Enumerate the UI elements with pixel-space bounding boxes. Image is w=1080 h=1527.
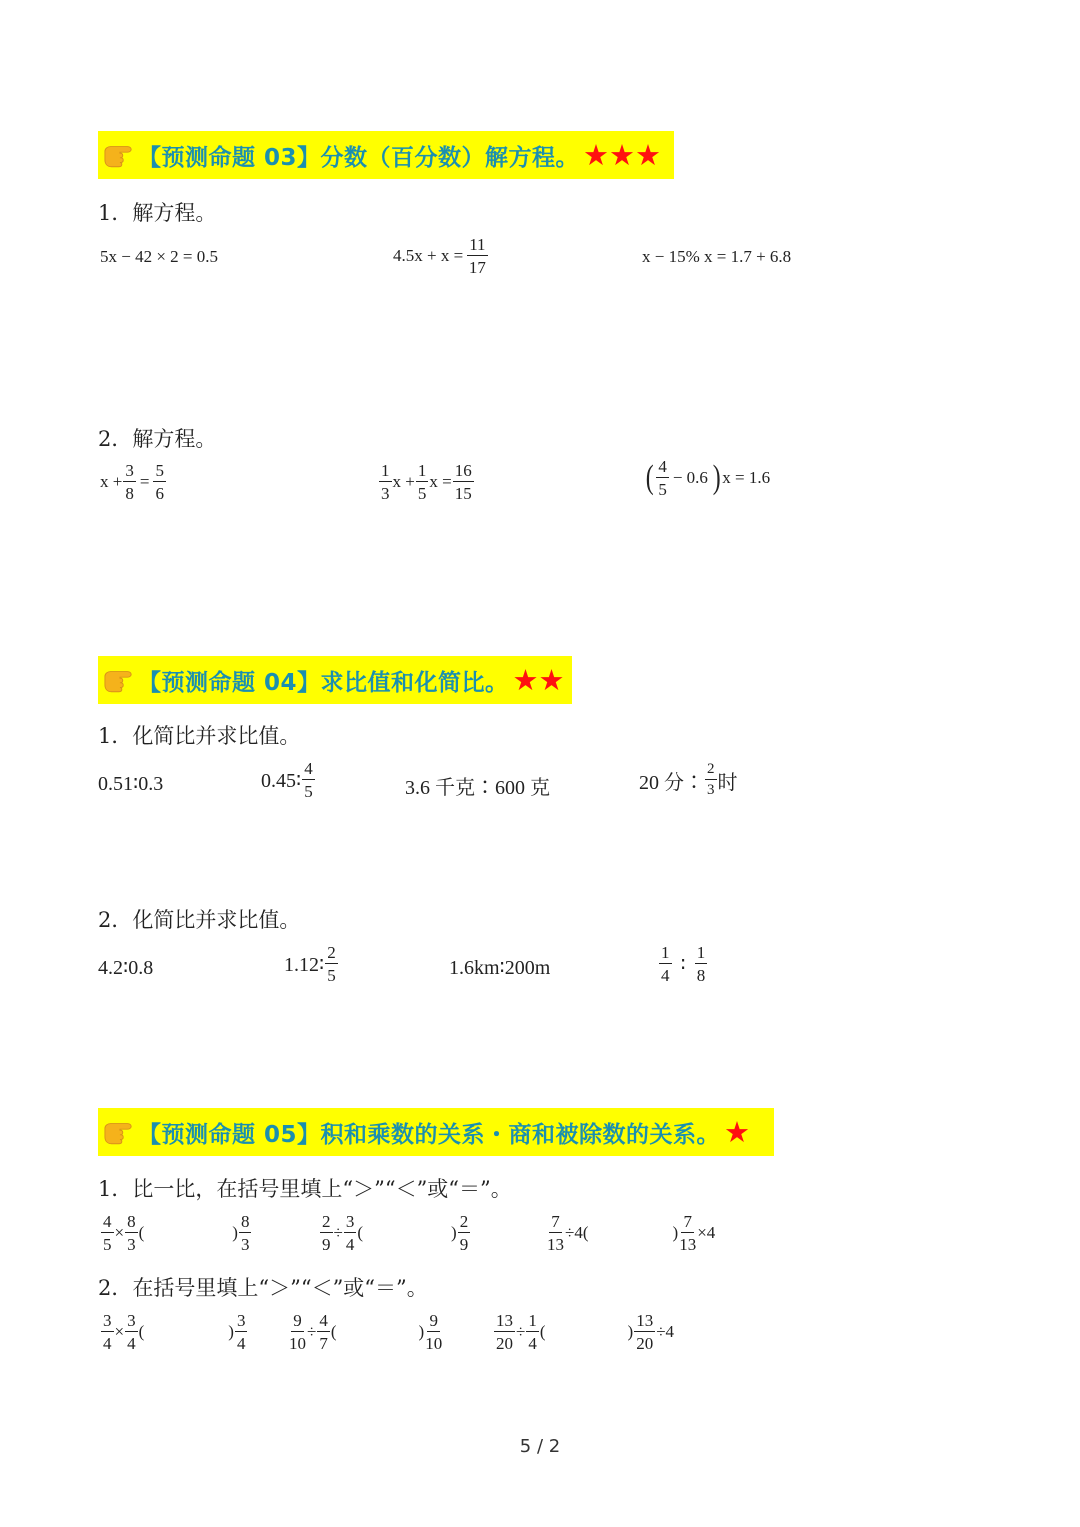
equation: 4.5x + x = $\frac{11}{17}$ <box>393 235 486 277</box>
difficulty-stars-icon: ★★ <box>512 662 565 697</box>
page-number: 5 / 2 <box>519 1436 561 1457</box>
pointing-hand-icon <box>100 665 138 695</box>
comparison-expression: $\frac{9}{10}$ ÷ $\frac{4}{7}$ ( ) 9 10 <box>289 1311 443 1353</box>
ratio-expression: 4.2∶0.8 <box>98 957 154 979</box>
section-title: 【预测命题 04】求比值和化简比。 <box>138 669 509 696</box>
question-label: 1．解方程。 <box>98 201 217 225</box>
ratio-expression: 0.45∶ 4 5 <box>261 759 313 801</box>
ratio-expression: 3.6 千克∶600 克 <box>405 777 550 799</box>
comparison-expression: $\frac{3}{4}$ × $\frac{3}{4}$ ( ) 3 4 <box>103 1311 246 1353</box>
comparison-expression: $\frac{4}{5}$ × $\frac{8}{3}$ ( ) 8 3 <box>103 1212 250 1254</box>
pointing-hand-icon <box>100 140 138 170</box>
equation: 1 3 x + $\frac{1}{5}$ x = $\frac{16}{15}$ <box>381 461 472 503</box>
section-banner-03 <box>98 131 674 179</box>
difficulty-stars-icon: ★★★ <box>583 137 662 172</box>
ratio-expression: 20 分∶ 2 3 时 <box>639 761 738 798</box>
ratio-expression: 1.6km∶200m <box>449 957 551 979</box>
section-title: 【预测命题 05】积和乘数的关系・商和被除数的关系。 <box>138 1121 721 1148</box>
section-banner-05 <box>98 1108 774 1156</box>
equation: x + $\frac{3}{8}$ = $\frac{5}{6}$ <box>100 461 164 503</box>
comparison-expression: $\frac{2}{9}$ ÷ $\frac{3}{4}$ ( ) 2 9 <box>322 1212 469 1254</box>
comparison-expression: $\frac{7}{13}$ ÷4 ( ) $\frac{7}{13}$ ×4 <box>547 1212 716 1254</box>
equation: 5x − 42 × 2 = 0.5 <box>100 247 219 266</box>
equation: x − 15% x = 1.7 + 6.8 <box>642 247 792 266</box>
question-label: 1．化简比并求比值。 <box>98 724 301 748</box>
difficulty-stars-icon: ★ <box>724 1114 751 1149</box>
question-label: 2．化简比并求比值。 <box>98 908 301 932</box>
pointing-hand-icon <box>100 1117 138 1147</box>
comparison-expression: $\frac{13}{20}$ ÷ $\frac{1}{4}$ ( ) $\frac{13}{20}$ ÷4 <box>496 1311 675 1353</box>
ratio-expression: 1.12∶ 2 5 <box>284 943 336 985</box>
equation: ( 4 5 − 0.6 ) x = 1.6 <box>645 457 771 499</box>
section-title: 【预测命题 03】分数（百分数）解方程。 <box>138 144 580 171</box>
ratio-expression: 0.51∶0.3 <box>98 773 164 795</box>
question-label: 2．解方程。 <box>98 427 217 451</box>
ratio-expression: 1 4 ∶ 1 8 <box>661 943 706 985</box>
section-banner-04 <box>98 656 572 704</box>
question-label: 1．比一比，在括号里填上“＞”“＜”或“＝”。 <box>98 1177 512 1201</box>
question-label: 2．在括号里填上“＞”“＜”或“＝”。 <box>98 1276 428 1300</box>
